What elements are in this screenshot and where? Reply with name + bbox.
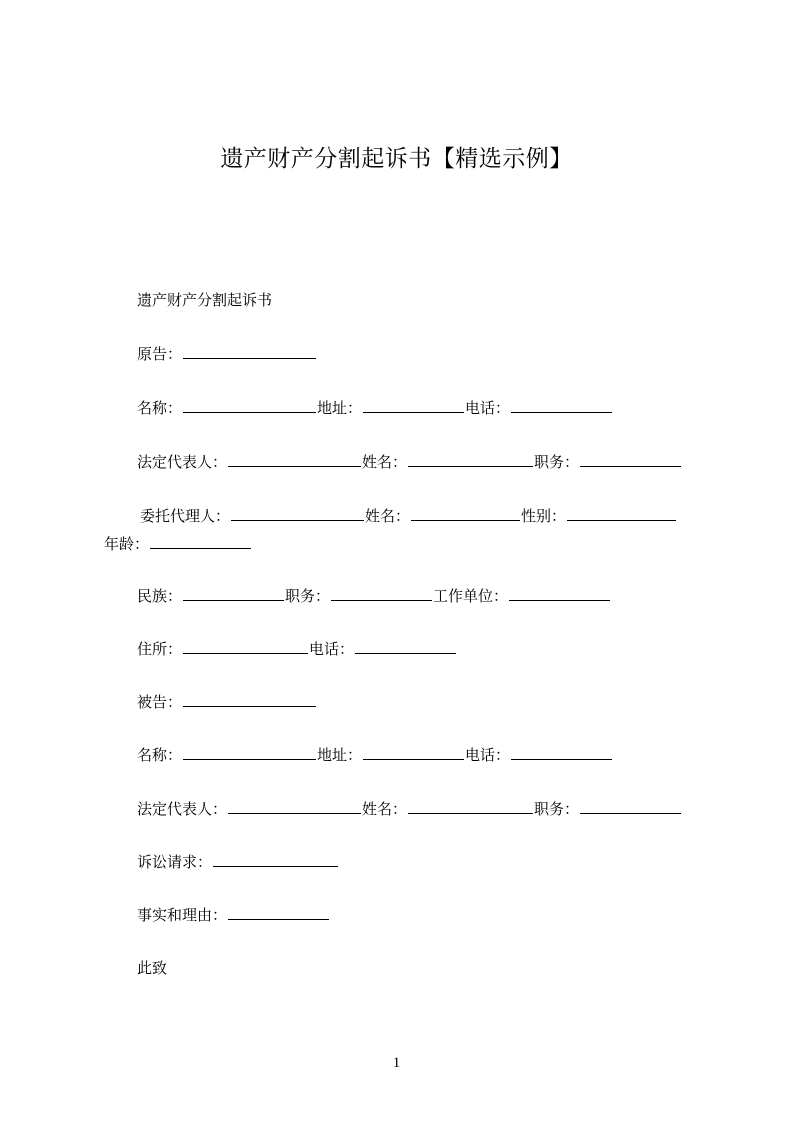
claims-blank[interactable] [213, 851, 338, 867]
defendant-person-name-blank[interactable] [408, 798, 533, 814]
residence-blank[interactable] [183, 638, 308, 654]
defendant-name-line [137, 744, 613, 765]
defendant-blank[interactable] [183, 691, 316, 707]
agent-blank[interactable] [231, 505, 364, 521]
defendant-legal-rep-label: 法定代表人： [137, 800, 228, 818]
defendant-name-label: 名称： [137, 746, 183, 764]
plaintiff-line [137, 343, 317, 364]
facts-label: 事实和理由： [137, 906, 228, 924]
name-blank[interactable] [183, 397, 316, 413]
age-label: 年龄： [104, 535, 150, 553]
position-blank[interactable] [580, 451, 681, 467]
closing-text: 此致 [137, 959, 168, 977]
defendant-name-blank[interactable] [183, 744, 316, 760]
address-label: 地址： [317, 399, 363, 417]
facts-blank[interactable] [228, 904, 329, 920]
agent-phone-blank[interactable] [355, 638, 456, 654]
defendant-position-blank[interactable] [580, 798, 681, 814]
age-blank[interactable] [150, 533, 251, 549]
employer-label: 工作单位： [433, 587, 509, 605]
phone-blank[interactable] [511, 397, 612, 413]
page-title: 遗产财产分割起诉书【精选示例】 [220, 146, 573, 172]
position-label: 职务： [534, 453, 580, 471]
name-label: 名称： [137, 399, 183, 417]
agent-name-blank[interactable] [411, 505, 520, 521]
defendant-phone-blank[interactable] [511, 744, 612, 760]
plaintiff-legal-rep-line [137, 451, 682, 472]
employer-blank[interactable] [509, 585, 610, 601]
defendant-position-label: 职务： [534, 800, 580, 818]
plaintiff-label: 原告： [137, 345, 183, 363]
agent-position-blank[interactable] [331, 585, 432, 601]
agent-label: 委托代理人： [140, 507, 231, 525]
defendant-address-label: 地址： [317, 746, 363, 764]
plaintiff-name-line [137, 397, 613, 418]
phone-label: 电话： [465, 399, 511, 417]
ethnicity-label: 民族： [137, 587, 183, 605]
person-name-label: 姓名： [362, 453, 408, 471]
gender-label: 性别： [521, 507, 567, 525]
agent-position-label: 职务： [285, 587, 331, 605]
facts-line [137, 904, 330, 925]
claims-label: 诉讼请求： [137, 853, 213, 871]
defendant-legal-rep-blank[interactable] [228, 798, 361, 814]
agent-line [140, 505, 677, 526]
ethnicity-line [137, 585, 611, 606]
ethnicity-blank[interactable] [183, 585, 284, 601]
address-blank[interactable] [363, 397, 464, 413]
residence-line [137, 638, 457, 659]
defendant-legal-rep-line [137, 798, 682, 819]
defendant-label: 被告： [137, 693, 183, 711]
defendant-phone-label: 电话： [465, 746, 511, 764]
legal-rep-label: 法定代表人： [137, 453, 228, 471]
plaintiff-blank[interactable] [183, 343, 316, 359]
agent-phone-label: 电话： [309, 640, 355, 658]
agent-name-label: 姓名： [365, 507, 411, 525]
claims-line [137, 851, 339, 872]
defendant-address-blank[interactable] [363, 744, 464, 760]
document-heading: 遗产财产分割起诉书 [137, 291, 273, 309]
legal-rep-blank[interactable] [228, 451, 361, 467]
page-number: 1 [392, 1055, 401, 1071]
person-name-blank[interactable] [408, 451, 533, 467]
residence-label: 住所： [137, 640, 183, 658]
defendant-person-name-label: 姓名： [362, 800, 408, 818]
gender-blank[interactable] [567, 505, 676, 521]
defendant-line [137, 691, 317, 712]
age-line [104, 533, 252, 554]
